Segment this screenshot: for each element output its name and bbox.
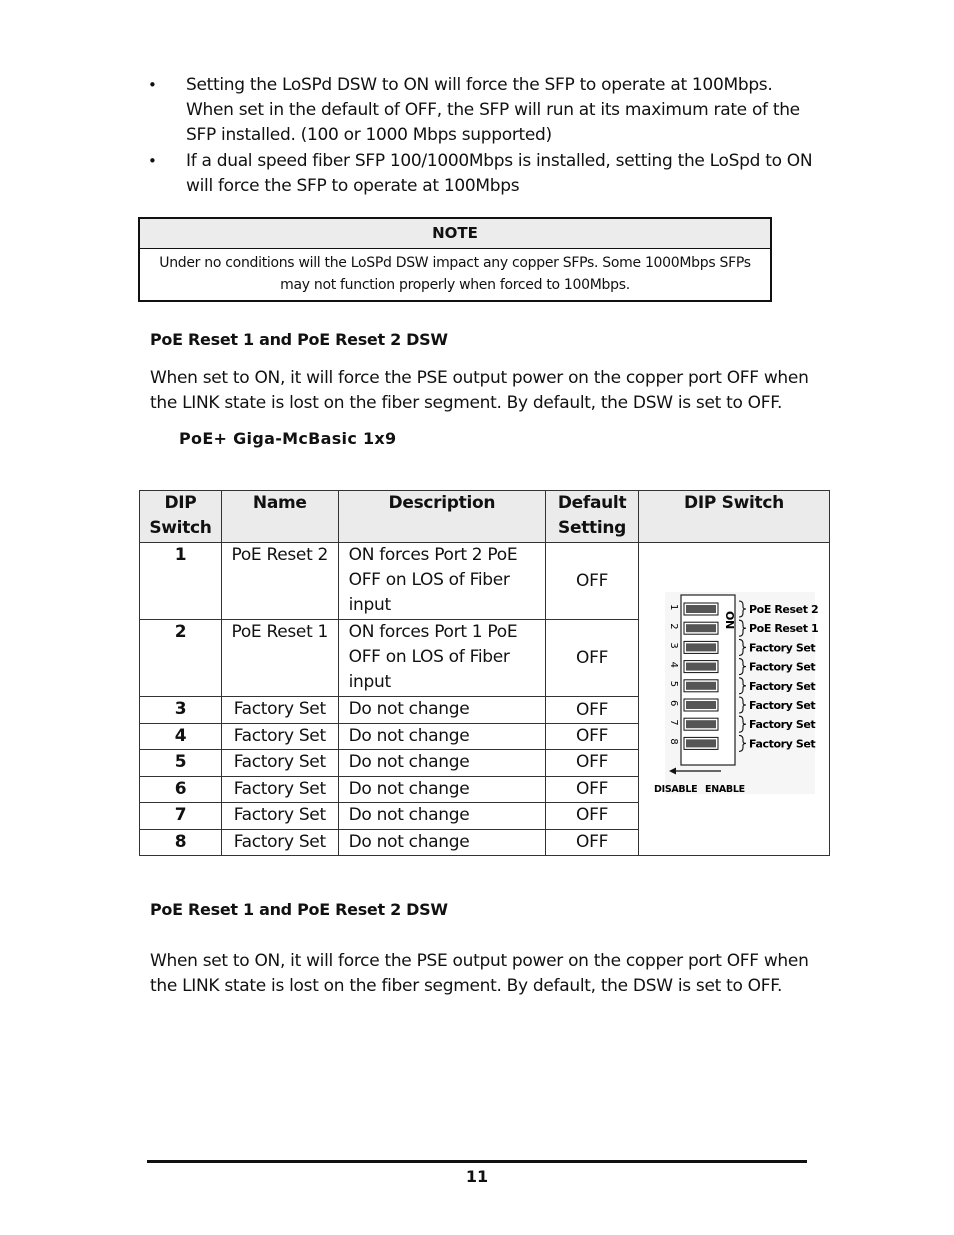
cell-description: Do not change bbox=[338, 803, 545, 829]
switch-toggle bbox=[686, 663, 716, 671]
cell-default: OFF bbox=[546, 750, 639, 776]
switch-number: 4 bbox=[668, 661, 679, 668]
switch-number: 6 bbox=[668, 700, 679, 707]
section-heading: PoE Reset 1 and PoE Reset 2 DSW bbox=[150, 900, 448, 919]
cell-name: PoE Reset 2 bbox=[221, 543, 338, 620]
cell-default: OFF bbox=[546, 829, 639, 855]
header-name: Name bbox=[221, 491, 338, 543]
cell-default: OFF bbox=[546, 803, 639, 829]
bullet-list bbox=[148, 73, 818, 200]
switch-label: Factory Set bbox=[749, 660, 816, 674]
cell-default: OFF bbox=[546, 697, 639, 723]
disable-label: DISABLE bbox=[654, 784, 698, 795]
cell-name: Factory Set bbox=[221, 829, 338, 855]
cell-switch-number: 4 bbox=[140, 723, 222, 749]
cell-description: Do not change bbox=[338, 829, 545, 855]
switch-number: 7 bbox=[668, 719, 679, 726]
switch-toggle bbox=[686, 720, 716, 728]
switch-number: 1 bbox=[668, 604, 679, 611]
switch-number: 8 bbox=[668, 738, 679, 745]
cell-switch-number: 3 bbox=[140, 697, 222, 723]
switch-toggle bbox=[686, 701, 716, 709]
note-line: may not function properly when forced to 100Mbps. bbox=[280, 277, 630, 293]
paragraph-line: the LINK state is lost on the fiber segment. By default, the DSW is set to OFF. bbox=[150, 393, 783, 413]
note-title: NOTE bbox=[140, 219, 770, 249]
cell-switch-number: 6 bbox=[140, 776, 222, 802]
page-number: 11 bbox=[465, 1167, 489, 1186]
dip-switch-diagram bbox=[639, 543, 828, 847]
cell-description: Do not change bbox=[338, 776, 545, 802]
dip-switch-image-cell bbox=[639, 543, 830, 856]
header-default-setting: Default Setting bbox=[546, 491, 639, 543]
cell-switch-number: 2 bbox=[140, 620, 222, 697]
cell-switch-number: 8 bbox=[140, 829, 222, 855]
switch-number: 5 bbox=[668, 680, 679, 687]
cell-description: ON forces Port 1 PoE OFF on LOS of Fiber input bbox=[338, 620, 545, 697]
dip-switch-table bbox=[139, 490, 830, 856]
note-line: Under no conditions will the LoSPd DSW impact any copper SFPs. Some 1000Mbps SFPs bbox=[159, 255, 751, 271]
switch-label: Factory Set bbox=[749, 737, 816, 751]
cell-switch-number: 1 bbox=[140, 543, 222, 620]
product-title: PoE+ Giga-McBasic 1x9 bbox=[179, 429, 397, 448]
note-box bbox=[138, 217, 772, 302]
cell-description: Do not change bbox=[338, 723, 545, 749]
list-item bbox=[148, 149, 818, 199]
paragraph-line: When set to ON, it will force the PSE output power on the copper port OFF when bbox=[150, 951, 809, 971]
paragraph-line: When set to ON, it will force the PSE output power on the copper port OFF when bbox=[150, 368, 809, 388]
bullet-text: Setting the LoSPd DSW to ON will force the SFP to operate at 100Mbps. When set in the default of OFF, the SFP will run at its maximum rate of the SFP installed. (100 or 1000 Mbps supported) bbox=[186, 75, 800, 145]
section-heading: PoE Reset 1 and PoE Reset 2 DSW bbox=[150, 330, 448, 349]
bullet-text: If a dual speed fiber SFP 100/1000Mbps is installed, setting the LoSpd to ON will force the SFP to operate at 100Mbps bbox=[186, 151, 813, 196]
section-paragraph bbox=[150, 949, 850, 999]
table-row bbox=[140, 543, 830, 620]
section-paragraph bbox=[150, 366, 850, 416]
header-description: Description bbox=[338, 491, 545, 543]
switch-label: Factory Set bbox=[749, 641, 816, 655]
switch-label: Factory Set bbox=[749, 699, 816, 712]
switch-toggle bbox=[686, 643, 716, 651]
paragraph-line: the LINK state is lost on the fiber segment. By default, the DSW is set to OFF. bbox=[150, 976, 783, 996]
switch-toggle bbox=[686, 682, 716, 690]
cell-switch-number: 5 bbox=[140, 750, 222, 776]
cell-default: OFF bbox=[546, 723, 639, 749]
footer-rule bbox=[147, 1160, 807, 1163]
switch-toggle bbox=[686, 624, 716, 632]
on-label: ON bbox=[723, 611, 736, 629]
list-item bbox=[148, 73, 818, 148]
switch-label: PoE Reset 2 bbox=[749, 603, 819, 616]
bullet-icon: • bbox=[148, 152, 157, 170]
switch-label: Factory Set bbox=[749, 679, 816, 693]
cell-name: PoE Reset 1 bbox=[221, 620, 338, 697]
header-dip-image: DIP Switch bbox=[639, 491, 830, 543]
cell-switch-number: 7 bbox=[140, 803, 222, 829]
table-header-row bbox=[140, 491, 830, 543]
enable-label: ENABLE bbox=[705, 784, 745, 795]
cell-name: Factory Set bbox=[221, 803, 338, 829]
cell-description: Do not change bbox=[338, 750, 545, 776]
cell-default: OFF bbox=[546, 776, 639, 802]
cell-name: Factory Set bbox=[221, 750, 338, 776]
cell-name: Factory Set bbox=[221, 723, 338, 749]
switch-toggle bbox=[686, 605, 716, 613]
cell-description: ON forces Port 2 PoE OFF on LOS of Fiber input bbox=[338, 543, 545, 620]
cell-name: Factory Set bbox=[221, 697, 338, 723]
cell-description: Do not change bbox=[338, 697, 545, 723]
cell-default: OFF bbox=[546, 543, 639, 620]
cell-name: Factory Set bbox=[221, 776, 338, 802]
switch-number: 2 bbox=[668, 623, 679, 630]
note-body bbox=[140, 249, 770, 296]
switch-label: Factory Set bbox=[749, 718, 816, 732]
switch-label: PoE Reset 1 bbox=[749, 622, 819, 636]
switch-toggle bbox=[686, 739, 716, 747]
header-dip-switch: DIP Switch bbox=[140, 491, 222, 543]
cell-default: OFF bbox=[546, 620, 639, 697]
bullet-icon: • bbox=[148, 76, 157, 94]
switch-number: 3 bbox=[668, 642, 679, 649]
